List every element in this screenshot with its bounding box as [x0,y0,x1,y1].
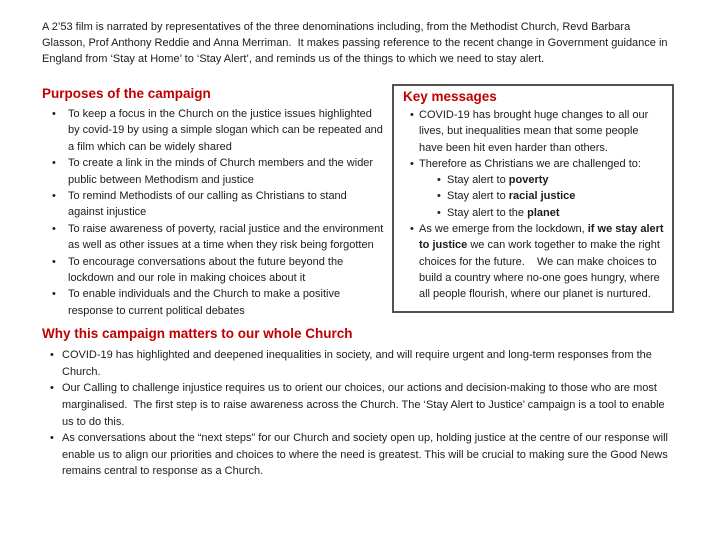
bullet-icon: • [52,255,56,268]
sub-text-prefix: Stay alert to [447,190,509,203]
why-heading: Why this campaign matters to our whole Church [42,326,353,342]
bullet-icon: • [437,206,441,219]
sub-text-bold: planet [527,206,560,219]
key-message-text: COVID-19 has brought huge changes to all our lives, but inequalities mean that some people have been hit even harder than others. [419,109,652,154]
bullet-icon: • [437,190,441,203]
key-message-text [419,221,667,302]
purpose-item [42,254,384,287]
purpose-item [42,286,384,319]
bullet-icon: • [52,157,56,170]
key-messages-box [392,84,674,313]
bullet-icon: • [410,157,414,170]
purpose-item-text: To raise awareness of poverty, racial justice and the environment as well as other issues at a time when they risk being forgotten [68,222,387,252]
key-message-sub-item [437,188,664,204]
key-message-sub-text [447,205,664,221]
bullet-icon: • [50,432,54,445]
bullet-icon: • [410,223,414,236]
why-list [42,347,676,480]
why-item [42,380,676,430]
purpose-item [42,155,384,188]
bullet-icon: • [50,382,54,395]
purpose-item-text: To encourage conversations about the future beyond the lockdown and our role in making choices about it [68,255,347,285]
bullet-icon: • [52,190,56,203]
key-message-sub-text [447,172,664,188]
two-column-row [42,84,676,319]
purpose-item [42,188,384,221]
key-message-sub-text [447,188,664,204]
why-section [42,326,676,480]
why-item-text: As conversations about the “next steps” for our Church and society open up, holding justice at the centre of our response will enable us to align our priorities and choices to where the need is greatest. This will be crucial to making sure the Good News remains central to response as a Church. [62,432,672,478]
bullet-icon: • [52,108,56,120]
key-messages-list [410,107,667,303]
sub-text-prefix: Stay alert to [447,174,509,187]
purposes-heading: Purposes of the campaign [42,86,211,101]
sub-text-prefix: Stay alert to the [447,206,528,219]
purpose-item-text: To enable individuals and the Church to make a positive response to current political debates [68,288,344,317]
why-item-text: Our Calling to challenge injustice requires us to orient our choices, our actions and decision-making to those who are most marginalised. The first step is to raise awareness across the Church. The ‘Stay Alert to Justice’ campaign is a tool to enable us to do this. [62,382,668,428]
bullet-icon: • [437,174,441,187]
purpose-item [42,106,384,155]
purpose-item-text: To keep a focus in the Church on the justice issues highlighted by covid-19 by using a simple slogan which can be repeated and a film which can be widely shared [68,108,386,153]
why-item [42,347,676,380]
bullet-icon: • [52,288,56,301]
sub-text-bold: poverty [508,174,549,187]
bullet-icon: • [410,109,414,121]
purposes-section [42,84,387,319]
key-message-prefix: As we emerge from the lockdown, [419,223,588,236]
bullet-icon: • [50,349,54,362]
key-message-item [410,156,664,172]
why-item [42,430,676,480]
bullet-icon: • [52,222,56,235]
key-message-text: Therefore as Christians we are challenged to: [419,157,641,170]
purpose-item [42,221,387,254]
key-message-item [410,107,664,156]
key-message-item [410,221,667,302]
why-item-text: COVID-19 has highlighted and deepened inequalities in society, and will require urgent and long-term responses from the Church. [62,349,655,378]
key-message-suffix: we can work together to make the right choices for the future. We can make choices to build a country where no-one goes hungry, where all people flourish, where our planet is nurtured. [419,239,663,301]
purpose-item-text: To remind Methodists of our calling as Christians to stand against injustice [68,190,350,219]
key-message-bold: if we stay alert to justice [419,223,667,252]
key-messages-heading: Key messages [403,89,497,104]
purpose-item-text: To create a link in the minds of Church members and the wider public between Methodism and justice [68,157,377,186]
key-message-sub-item [437,172,664,188]
sub-text-bold: racial justice [508,190,576,203]
key-message-sub-item [437,205,664,221]
purposes-list [42,106,387,319]
intro-paragraph: A 2’53 film is narrated by representatives of the three denominations including, from the Methodist Church, Revd Barbara Glasson, Prof Anthony Reddie and Anna Merriman. It makes passing reference to the recent change in Government guidance in England from ‘Stay at Home’ to ‘Stay Alert’, and reminds us of the things to which we need to stay alert. [42,21,671,65]
